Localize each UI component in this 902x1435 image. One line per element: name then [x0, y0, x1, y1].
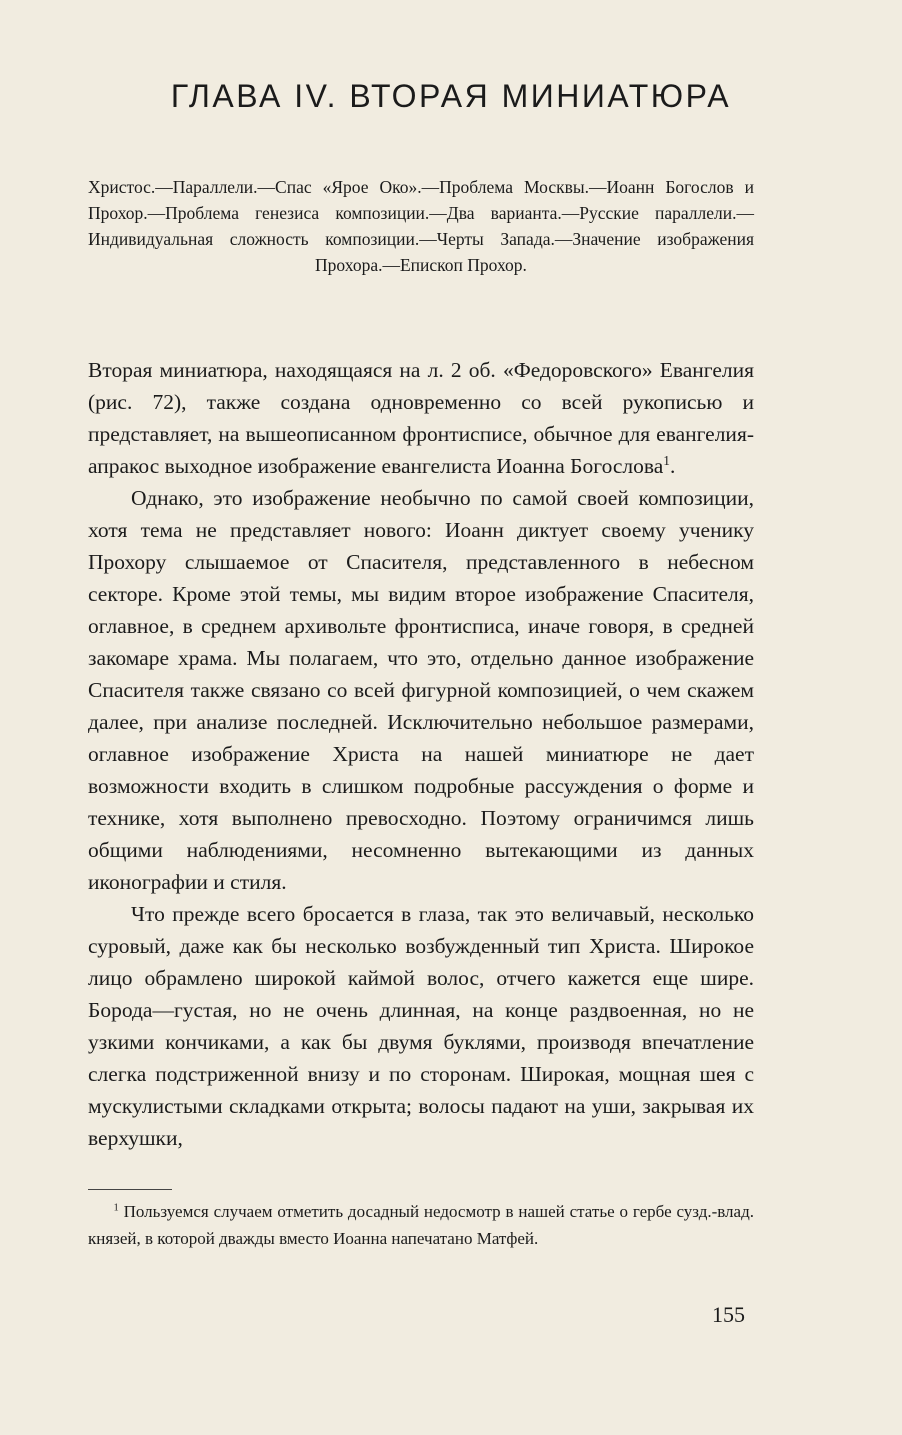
main-text	[88, 354, 754, 1154]
footnote-marker: 1	[113, 1202, 119, 1214]
footnote	[88, 1198, 754, 1252]
paragraph-text: Вторая миниатюра, находящаяся на л. 2 об. «Федоровского» Евангелия (рис. 72), также создана одновременно со всей рукописью и представляет, на вышеописанном фронтисписе, обычное для евангелия-апракос выходное изображение евангелиста Иоанна Богослова	[88, 358, 754, 478]
chapter-title: ГЛАВА IV. ВТОРАЯ МИНИАТЮРА	[170, 78, 732, 114]
footnote-reference: 1	[663, 452, 670, 468]
footnote-text: Пользуемся случаем отметить досадный недосмотр в нашей статье о гербе сузд.-влад. князей, в которой дважды вместо Иоанна напечатано Матфей.	[88, 1202, 754, 1248]
paragraph: Что прежде всего бросается в глаза, так это величавый, несколько суровый, даже как бы несколько возбужденный тип Христа. Широкое лицо обрамлено широкой каймой волос, отчего кажется еще шире. Борода—густая, но не очень длинная, на конце раздвоенная, но не узкими кончиками, а как бы двумя буклями, производя впечатление слегка подстриженной внизу и по сторонам. Широкая, мощная шея с мускулистыми складками открыта; волосы падают на уши, закрывая их верхушки,	[88, 902, 754, 1150]
paragraph: Однако, это изображение необычно по самой своей композиции, хотя тема не представляет нового: Иоанн диктует своему ученику Прохору слышаемое от Спасителя, представленного в небесном секторе. Кроме этой темы, мы видим второе изображение Спасителя, оглавное, в среднем архивольте фронтисписа, иначе говоря, в средней закомаре храма. Мы полагаем, что это, отдельно данное изображение Спасителя также связано со всей фигурной композицией, о чем скажем далее, при анализе последней. Исключительно небольшое размерами, оглавное изображение Христа на нашей миниатюре не дает возможности входить в слишком подробные рассуждения о форме и технике, хотя выполнено превосходно. Поэтому ограничимся лишь общими наблюдениями, несомненно вытекающими из данных иконографии и стиля.	[88, 486, 754, 894]
page-number: 155	[712, 1302, 745, 1327]
chapter-summary: Христос.—Параллели.—Спас «Ярое Око».—Проблема Москвы.—Иоанн Богослов и Прохор.—Проблема генезиса композиции.—Два варианта.—Русские параллели.—Индивидуальная сложность композиции.—Черты Запада.—Значение изображения Прохора.—Епископ Прохор.	[88, 177, 754, 275]
paragraph-end: .	[669, 454, 676, 478]
footnote-divider	[88, 1189, 172, 1190]
paragraph	[88, 354, 754, 482]
